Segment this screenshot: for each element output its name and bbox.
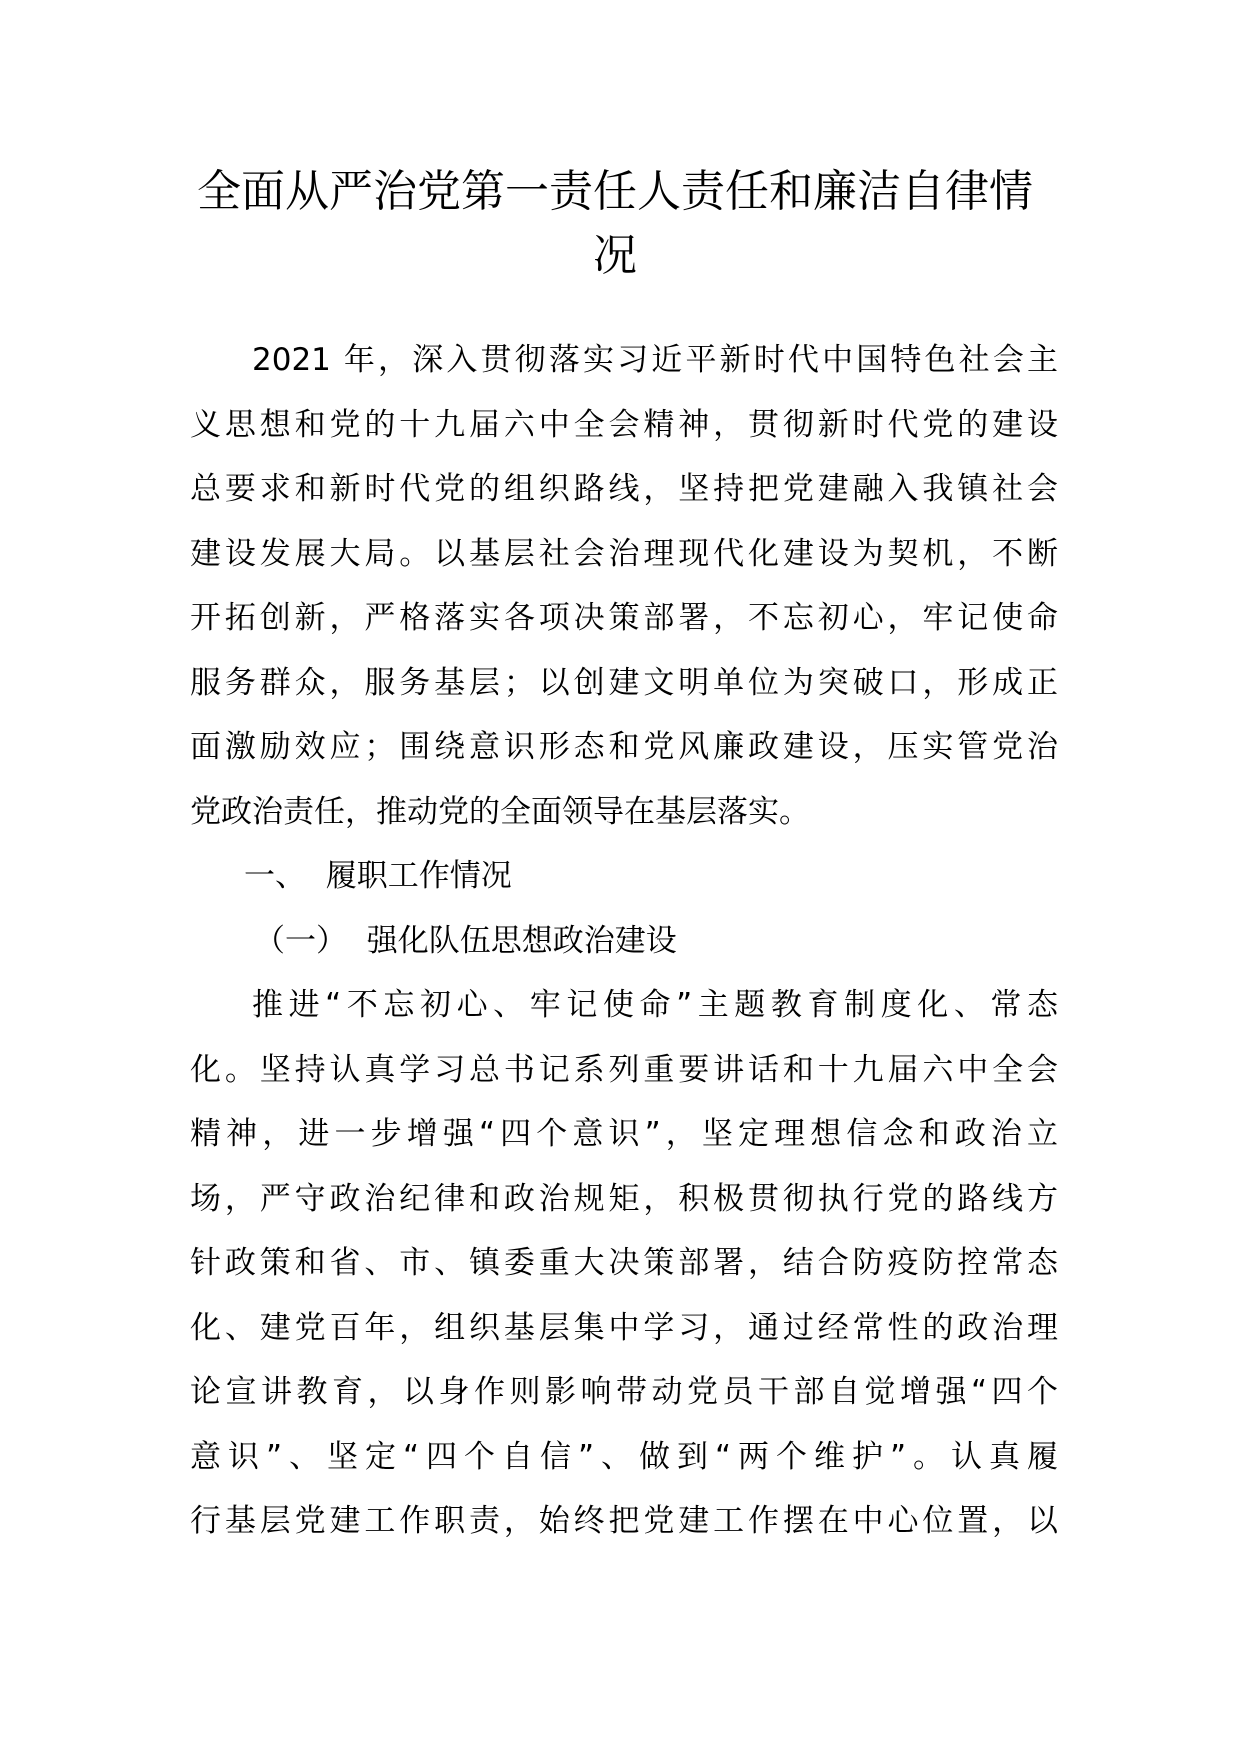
- title-line-1: 全面从严治党第一责任人责任和廉洁自律情: [197, 166, 1033, 217]
- text-line: 开拓创新，严格落实各项决策部署，不忘初心，牢记使命: [190, 600, 1058, 636]
- document-body: [190, 328, 1058, 1554]
- text-line: 化。坚持认真学习总书记系列重要讲话和十九届六中全会: [190, 1051, 1058, 1088]
- paragraph-1: [190, 328, 1058, 844]
- text-line: 服务群众，服务基层；以创建文明单位为突破口，形成正: [190, 664, 1058, 701]
- text-line: 2021 年，深入贯彻落实习近平新时代中国特色社会主: [252, 342, 1058, 378]
- text-line: 化、建党百年，组织基层集中学习，通过经常性的政治理: [190, 1309, 1058, 1346]
- text-line: 针政策和省、市、镇委重大决策部署，结合防疫防控常态: [190, 1245, 1058, 1281]
- text-line: 建设发展大局。以基层社会治理现代化建设为契机，不断: [190, 535, 1058, 572]
- text-line: 行基层党建工作职责，始终把党建工作摆在中心位置，以: [190, 1503, 1058, 1539]
- section-heading-2: [190, 909, 1058, 974]
- text-line: 推进“不忘初心、牢记使命”主题教育制度化、常态: [252, 987, 1058, 1023]
- text-line: 论宣讲教育，以身作则影响带动党员干部自觉增强“四个: [190, 1374, 1058, 1410]
- text-line: 面激励效应；围绕意识形态和党风廉政建设，压实管党治: [190, 729, 1058, 765]
- paragraph-2: [190, 973, 1058, 1554]
- title-line-2: 况: [593, 230, 637, 281]
- section-heading-1: [190, 844, 1058, 909]
- heading-text: 一、 履职工作情况: [244, 858, 512, 894]
- text-line: 义思想和党的十九届六中全会精神，贯彻新时代党的建设: [190, 406, 1058, 443]
- document-title: [180, 160, 1050, 288]
- text-line: 意识”、坚定“四个自信”、做到“两个维护”。认真履: [190, 1438, 1058, 1475]
- heading-text: （一） 强化队伍思想政治建设: [254, 922, 677, 959]
- text-line: 场，严守政治纪律和政治规矩，积极贯彻执行党的路线方: [190, 1180, 1058, 1217]
- text-line: 精神，进一步增强“四个意识”，坚定理想信念和政治立: [190, 1116, 1058, 1152]
- text-line: 党政治责任，推动党的全面领导在基层落实。: [190, 793, 810, 830]
- text-line: 总要求和新时代党的组织路线，坚持把党建融入我镇社会: [190, 471, 1058, 507]
